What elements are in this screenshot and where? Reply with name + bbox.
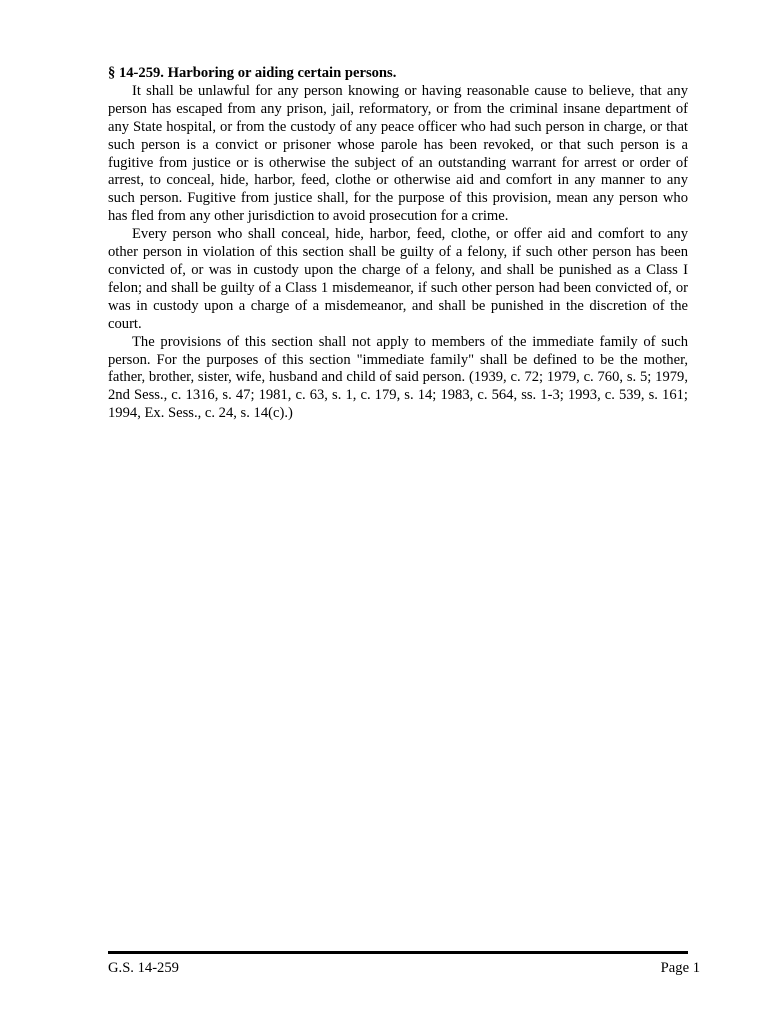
paragraph-penalties: Every person who shall conceal, hide, harbor, feed, clothe, or offer aid and comfort to any other person in violation of this section shall be guilty of a felony, if such other person has been convicted of, or was in custody upon the charge of a felony, and shall be punished as a Class I felon; and shall be guilty of a Class 1 misdemeanor, if such other person had been convicted of, or was in custody upon a charge of a misdemeanor, and shall be punished in the discretion of the court.: [108, 226, 688, 332]
paragraph-unlawful-harboring: It shall be unlawful for any person knowing or having reasonable cause to believe, that any person has escaped from any prison, jail, reformatory, or from the criminal insane department of any State hospital, or from the custody of any peace officer who had such person in charge, or that such person is a convict or prisoner whose parole has been revoked, or that such person is a fugitive from justice or is otherwise the subject of an outstanding warrant for arrest or order of arrest, to conceal, hide, harbor, feed, clothe or otherwise aid and comfort in any manner to any such person. Fugitive from justice shall, for the purpose of this provision, mean any person who has fled from any other jurisdiction to avoid prosecution for a crime.: [108, 82, 688, 225]
footer-page-number: Page 1: [660, 960, 700, 976]
section-heading: § 14-259. Harboring or aiding certain persons.: [108, 65, 397, 81]
paragraph-family-exemption: The provisions of this section shall not apply to members of the immediate family of such person. For the purposes of this section "immediate family" shall be defined to be the mother, father, brother, sister, wife, husband and child of said person. (1939, c. 72; 1979, c. 760, s. 5; 1979, 2nd Sess., c. 1316, s. 47; 1981, c. 63, s. 1, c. 179, s. 14; 1983, c. 564, ss. 1-3; 1993, c. 539, s. 161; 1994, Ex. Sess., c. 24, s. 14(c).): [108, 333, 688, 422]
footer-statute-reference: G.S. 14-259: [108, 960, 179, 976]
footer-divider: [108, 951, 688, 954]
page-footer: [108, 959, 700, 977]
statute-body: [108, 65, 688, 423]
